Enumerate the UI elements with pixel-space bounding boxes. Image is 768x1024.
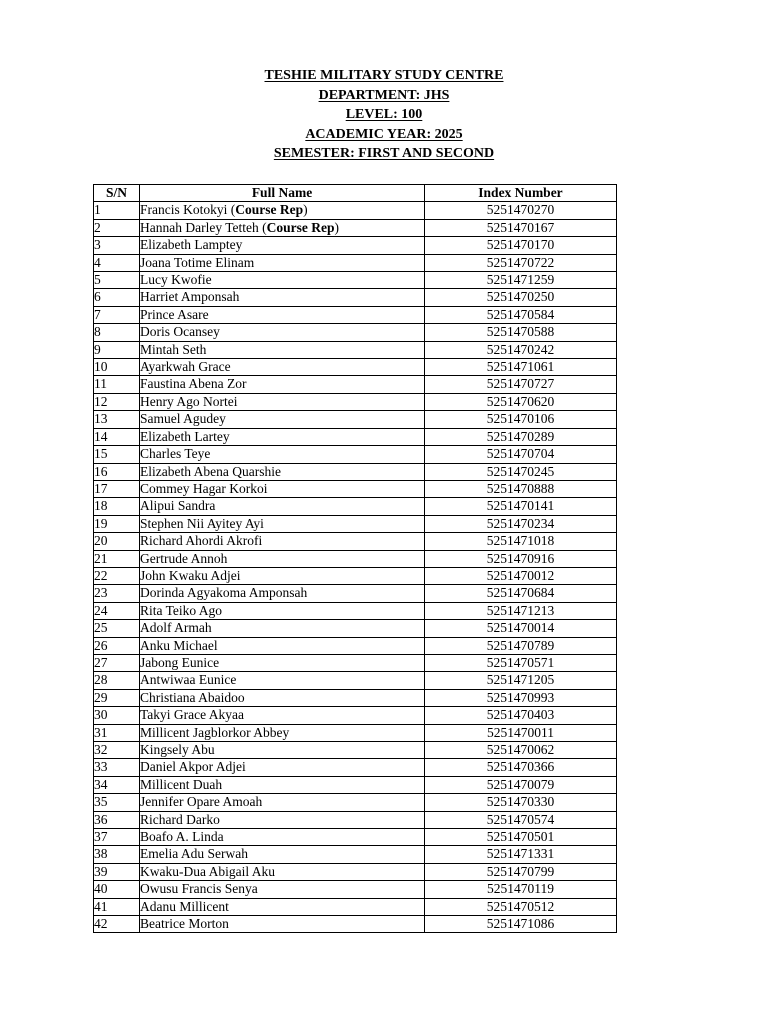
full-name-cell xyxy=(140,272,425,289)
serial-number-cell: 19 xyxy=(94,515,140,532)
table-row xyxy=(94,324,617,341)
index-number-cell: 5251470170 xyxy=(425,237,617,254)
full-name-cell xyxy=(140,829,425,846)
full-name-cell xyxy=(140,654,425,671)
student-name: Francis Kotokyi ( xyxy=(140,202,236,218)
table-row xyxy=(94,393,617,410)
full-name-cell xyxy=(140,916,425,933)
table-row xyxy=(94,637,617,654)
index-number-cell: 5251470588 xyxy=(425,324,617,341)
serial-number-cell: 2 xyxy=(94,219,140,236)
full-name-cell xyxy=(140,446,425,463)
table-row xyxy=(94,341,617,358)
index-number-cell: 5251471086 xyxy=(425,916,617,933)
index-number-cell: 5251471259 xyxy=(425,272,617,289)
index-number-cell: 5251470512 xyxy=(425,898,617,915)
index-number-cell: 5251470501 xyxy=(425,829,617,846)
serial-number-cell: 1 xyxy=(94,202,140,219)
index-number-cell: 5251470584 xyxy=(425,306,617,323)
serial-number-cell: 24 xyxy=(94,602,140,619)
table-row xyxy=(94,811,617,828)
full-name-cell xyxy=(140,811,425,828)
table-row xyxy=(94,498,617,515)
closing-parenthesis: ) xyxy=(303,202,308,218)
student-name: Elizabeth Abena Quarshie xyxy=(140,463,281,479)
full-name-cell xyxy=(140,219,425,236)
table-row xyxy=(94,359,617,376)
table-row xyxy=(94,428,617,445)
index-number-cell: 5251470119 xyxy=(425,881,617,898)
table-row xyxy=(94,689,617,706)
serial-number-cell: 20 xyxy=(94,533,140,550)
full-name-cell xyxy=(140,637,425,654)
student-name: Christiana Abaidoo xyxy=(140,689,245,705)
index-number-cell: 5251470993 xyxy=(425,689,617,706)
serial-number-cell: 4 xyxy=(94,254,140,271)
serial-number-cell: 11 xyxy=(94,376,140,393)
serial-number-cell: 41 xyxy=(94,898,140,915)
full-name-cell xyxy=(140,689,425,706)
serial-number-cell: 14 xyxy=(94,428,140,445)
index-number-cell: 5251471213 xyxy=(425,602,617,619)
index-number-cell: 5251471061 xyxy=(425,359,617,376)
table-row xyxy=(94,585,617,602)
full-name-cell xyxy=(140,724,425,741)
index-number-cell: 5251471205 xyxy=(425,672,617,689)
index-number-cell: 5251470330 xyxy=(425,794,617,811)
index-number-cell: 5251470062 xyxy=(425,742,617,759)
full-name-cell xyxy=(140,289,425,306)
student-name: Lucy Kwofie xyxy=(140,272,212,288)
table-row xyxy=(94,672,617,689)
student-name: Alipui Sandra xyxy=(140,498,216,514)
serial-number-cell: 26 xyxy=(94,637,140,654)
student-name: Dorinda Agyakoma Amponsah xyxy=(140,585,308,601)
table-row xyxy=(94,602,617,619)
index-number-cell: 5251470289 xyxy=(425,428,617,445)
table-row xyxy=(94,272,617,289)
student-name: Adolf Armah xyxy=(140,620,212,636)
full-name-cell xyxy=(140,672,425,689)
table-row xyxy=(94,376,617,393)
table-row xyxy=(94,759,617,776)
student-name: Faustina Abena Zor xyxy=(140,376,247,392)
index-number-cell: 5251470079 xyxy=(425,776,617,793)
index-number-cell: 5251470242 xyxy=(425,341,617,358)
index-number-cell: 5251470574 xyxy=(425,811,617,828)
table-row xyxy=(94,411,617,428)
full-name-cell xyxy=(140,515,425,532)
student-name: Elizabeth Lamptey xyxy=(140,237,243,253)
index-number-cell: 5251470684 xyxy=(425,585,617,602)
student-name: Boafo A. Linda xyxy=(140,829,224,845)
table-row xyxy=(94,724,617,741)
full-name-cell xyxy=(140,533,425,550)
full-name-cell xyxy=(140,306,425,323)
level-line: LEVEL: 100 xyxy=(345,107,423,122)
serial-number-cell: 40 xyxy=(94,881,140,898)
student-name: Owusu Francis Senya xyxy=(140,881,258,897)
student-name: Hannah Darley Tetteh ( xyxy=(140,219,267,235)
serial-number-cell: 35 xyxy=(94,794,140,811)
table-row xyxy=(94,533,617,550)
student-name: Ayarkwah Grace xyxy=(140,359,231,375)
department-line: DEPARTMENT: JHS xyxy=(318,87,450,103)
table-row xyxy=(94,550,617,567)
course-rep-label: Course Rep xyxy=(235,202,304,218)
full-name-cell xyxy=(140,498,425,515)
index-number-cell: 5251470012 xyxy=(425,567,617,584)
table-row xyxy=(94,863,617,880)
full-name-cell xyxy=(140,550,425,567)
table-row xyxy=(94,846,617,863)
table-row xyxy=(94,289,617,306)
index-number-cell: 5251470270 xyxy=(425,202,617,219)
student-name: Richard Darko xyxy=(140,811,220,827)
serial-number-cell: 42 xyxy=(94,916,140,933)
student-name: John Kwaku Adjei xyxy=(140,567,241,583)
serial-number-cell: 12 xyxy=(94,393,140,410)
document-header xyxy=(0,66,768,164)
index-number-cell: 5251470888 xyxy=(425,480,617,497)
student-name: Adanu Millicent xyxy=(140,898,229,914)
index-number-cell: 5251470704 xyxy=(425,446,617,463)
full-name-cell xyxy=(140,846,425,863)
serial-number-cell: 30 xyxy=(94,707,140,724)
index-number-cell: 5251470916 xyxy=(425,550,617,567)
index-number-cell: 5251470727 xyxy=(425,376,617,393)
serial-number-cell: 22 xyxy=(94,567,140,584)
index-number-cell: 5251470014 xyxy=(425,620,617,637)
student-name: Kingsely Abu xyxy=(140,742,215,757)
student-name: Takyi Grace Akyaa xyxy=(140,707,245,723)
index-number-cell: 5251470403 xyxy=(425,707,617,724)
full-name-cell xyxy=(140,585,425,602)
serial-number-cell: 27 xyxy=(94,654,140,671)
student-name: Jennifer Opare Amoah xyxy=(140,794,263,810)
student-name: Doris Ocansey xyxy=(140,324,220,340)
column-header-sn: S/N xyxy=(94,185,140,202)
full-name-cell xyxy=(140,237,425,254)
index-number-cell: 5251470799 xyxy=(425,863,617,880)
table-row xyxy=(94,707,617,724)
serial-number-cell: 34 xyxy=(94,776,140,793)
table-row xyxy=(94,202,617,219)
full-name-cell xyxy=(140,202,425,219)
table-row xyxy=(94,237,617,254)
full-name-cell xyxy=(140,742,425,759)
full-name-cell xyxy=(140,480,425,497)
table-body xyxy=(94,202,617,933)
index-number-cell: 5251470245 xyxy=(425,463,617,480)
student-name: Henry Ago Nortei xyxy=(140,393,238,409)
serial-number-cell: 16 xyxy=(94,463,140,480)
full-name-cell xyxy=(140,411,425,428)
full-name-cell xyxy=(140,602,425,619)
full-name-cell xyxy=(140,620,425,637)
full-name-cell xyxy=(140,463,425,480)
full-name-cell xyxy=(140,898,425,915)
serial-number-cell: 31 xyxy=(94,724,140,741)
table-row xyxy=(94,654,617,671)
index-number-cell: 5251471018 xyxy=(425,533,617,550)
student-name: Charles Teye xyxy=(140,446,211,462)
full-name-cell xyxy=(140,881,425,898)
academic-year-line: ACADEMIC YEAR: 2025 xyxy=(305,126,463,142)
full-name-cell xyxy=(140,376,425,393)
table-row xyxy=(94,515,617,532)
table-row xyxy=(94,306,617,323)
index-number-cell: 5251470234 xyxy=(425,515,617,532)
student-name: Samuel Agudey xyxy=(140,411,226,427)
closing-parenthesis: ) xyxy=(334,219,340,235)
table-row xyxy=(94,794,617,811)
course-rep-label: Course Rep xyxy=(266,219,335,235)
student-name: Elizabeth Lartey xyxy=(140,428,230,444)
student-name: Richard Ahordi Akrofi xyxy=(140,533,263,549)
student-name: Jabong Eunice xyxy=(140,654,220,670)
serial-number-cell: 18 xyxy=(94,498,140,515)
semester-line: SEMESTER: FIRST AND SECOND xyxy=(273,146,495,161)
table-row xyxy=(94,446,617,463)
full-name-cell xyxy=(140,794,425,811)
student-name: Joana Totime Elinam xyxy=(140,254,255,270)
index-number-cell: 5251470167 xyxy=(425,219,617,236)
student-name: Gertrude Annoh xyxy=(140,550,228,566)
student-name: Anku Michael xyxy=(140,637,218,653)
table-header-row xyxy=(94,185,617,202)
centre-title: TESHIE MILITARY STUDY CENTRE xyxy=(264,68,504,83)
full-name-cell xyxy=(140,707,425,724)
table-row xyxy=(94,898,617,915)
student-name: Kwaku-Dua Abigail Aku xyxy=(140,863,275,879)
index-number-cell: 5251470141 xyxy=(425,498,617,515)
index-number-cell: 5251470106 xyxy=(425,411,617,428)
serial-number-cell: 8 xyxy=(94,324,140,341)
serial-number-cell: 21 xyxy=(94,550,140,567)
full-name-cell xyxy=(140,776,425,793)
table-row xyxy=(94,567,617,584)
index-number-cell: 5251470011 xyxy=(425,724,617,741)
student-name: Daniel Akpor Adjei xyxy=(140,759,246,775)
full-name-cell xyxy=(140,324,425,341)
serial-number-cell: 5 xyxy=(94,272,140,289)
index-number-cell: 5251470722 xyxy=(425,254,617,271)
serial-number-cell: 29 xyxy=(94,689,140,706)
serial-number-cell: 39 xyxy=(94,863,140,880)
serial-number-cell: 28 xyxy=(94,672,140,689)
serial-number-cell: 9 xyxy=(94,341,140,358)
table-row xyxy=(94,916,617,933)
full-name-cell xyxy=(140,341,425,358)
student-name: Millicent Duah xyxy=(140,776,223,792)
student-name: Stephen Nii Ayitey Ayi xyxy=(140,515,264,531)
table-row xyxy=(94,463,617,480)
column-header-index-number: Index Number xyxy=(425,185,617,202)
table-row xyxy=(94,742,617,759)
table-row xyxy=(94,219,617,236)
full-name-cell xyxy=(140,567,425,584)
full-name-cell xyxy=(140,863,425,880)
table-row xyxy=(94,776,617,793)
student-name: Millicent Jagblorkor Abbey xyxy=(140,724,290,740)
table-row xyxy=(94,829,617,846)
serial-number-cell: 36 xyxy=(94,811,140,828)
index-number-cell: 5251470366 xyxy=(425,759,617,776)
table-row xyxy=(94,620,617,637)
full-name-cell xyxy=(140,759,425,776)
index-number-cell: 5251470789 xyxy=(425,637,617,654)
student-name: Emelia Adu Serwah xyxy=(140,846,248,862)
serial-number-cell: 23 xyxy=(94,585,140,602)
student-name: Harriet Amponsah xyxy=(140,289,240,305)
serial-number-cell: 17 xyxy=(94,480,140,497)
student-name: Prince Asare xyxy=(140,306,209,322)
index-number-cell: 5251470250 xyxy=(425,289,617,306)
index-number-cell: 5251471331 xyxy=(425,846,617,863)
full-name-cell xyxy=(140,393,425,410)
full-name-cell xyxy=(140,359,425,376)
serial-number-cell: 10 xyxy=(94,359,140,376)
full-name-cell xyxy=(140,254,425,271)
serial-number-cell: 15 xyxy=(94,446,140,463)
serial-number-cell: 38 xyxy=(94,846,140,863)
student-name: Beatrice Morton xyxy=(140,916,229,932)
table-row xyxy=(94,254,617,271)
serial-number-cell: 13 xyxy=(94,411,140,428)
table-row xyxy=(94,480,617,497)
table-row xyxy=(94,881,617,898)
full-name-cell xyxy=(140,428,425,445)
student-name: Mintah Seth xyxy=(140,341,207,357)
serial-number-cell: 6 xyxy=(94,289,140,306)
serial-number-cell: 37 xyxy=(94,829,140,846)
column-header-full-name: Full Name xyxy=(140,185,425,202)
serial-number-cell: 33 xyxy=(94,759,140,776)
index-number-cell: 5251470571 xyxy=(425,654,617,671)
student-name: Commey Hagar Korkoi xyxy=(140,480,268,496)
serial-number-cell: 32 xyxy=(94,742,140,759)
student-name: Antwiwaa Eunice xyxy=(140,672,237,688)
serial-number-cell: 3 xyxy=(94,237,140,254)
index-number-cell: 5251470620 xyxy=(425,393,617,410)
student-name: Rita Teiko Ago xyxy=(140,602,223,618)
student-roster-table xyxy=(93,184,617,933)
serial-number-cell: 25 xyxy=(94,620,140,637)
serial-number-cell: 7 xyxy=(94,306,140,323)
